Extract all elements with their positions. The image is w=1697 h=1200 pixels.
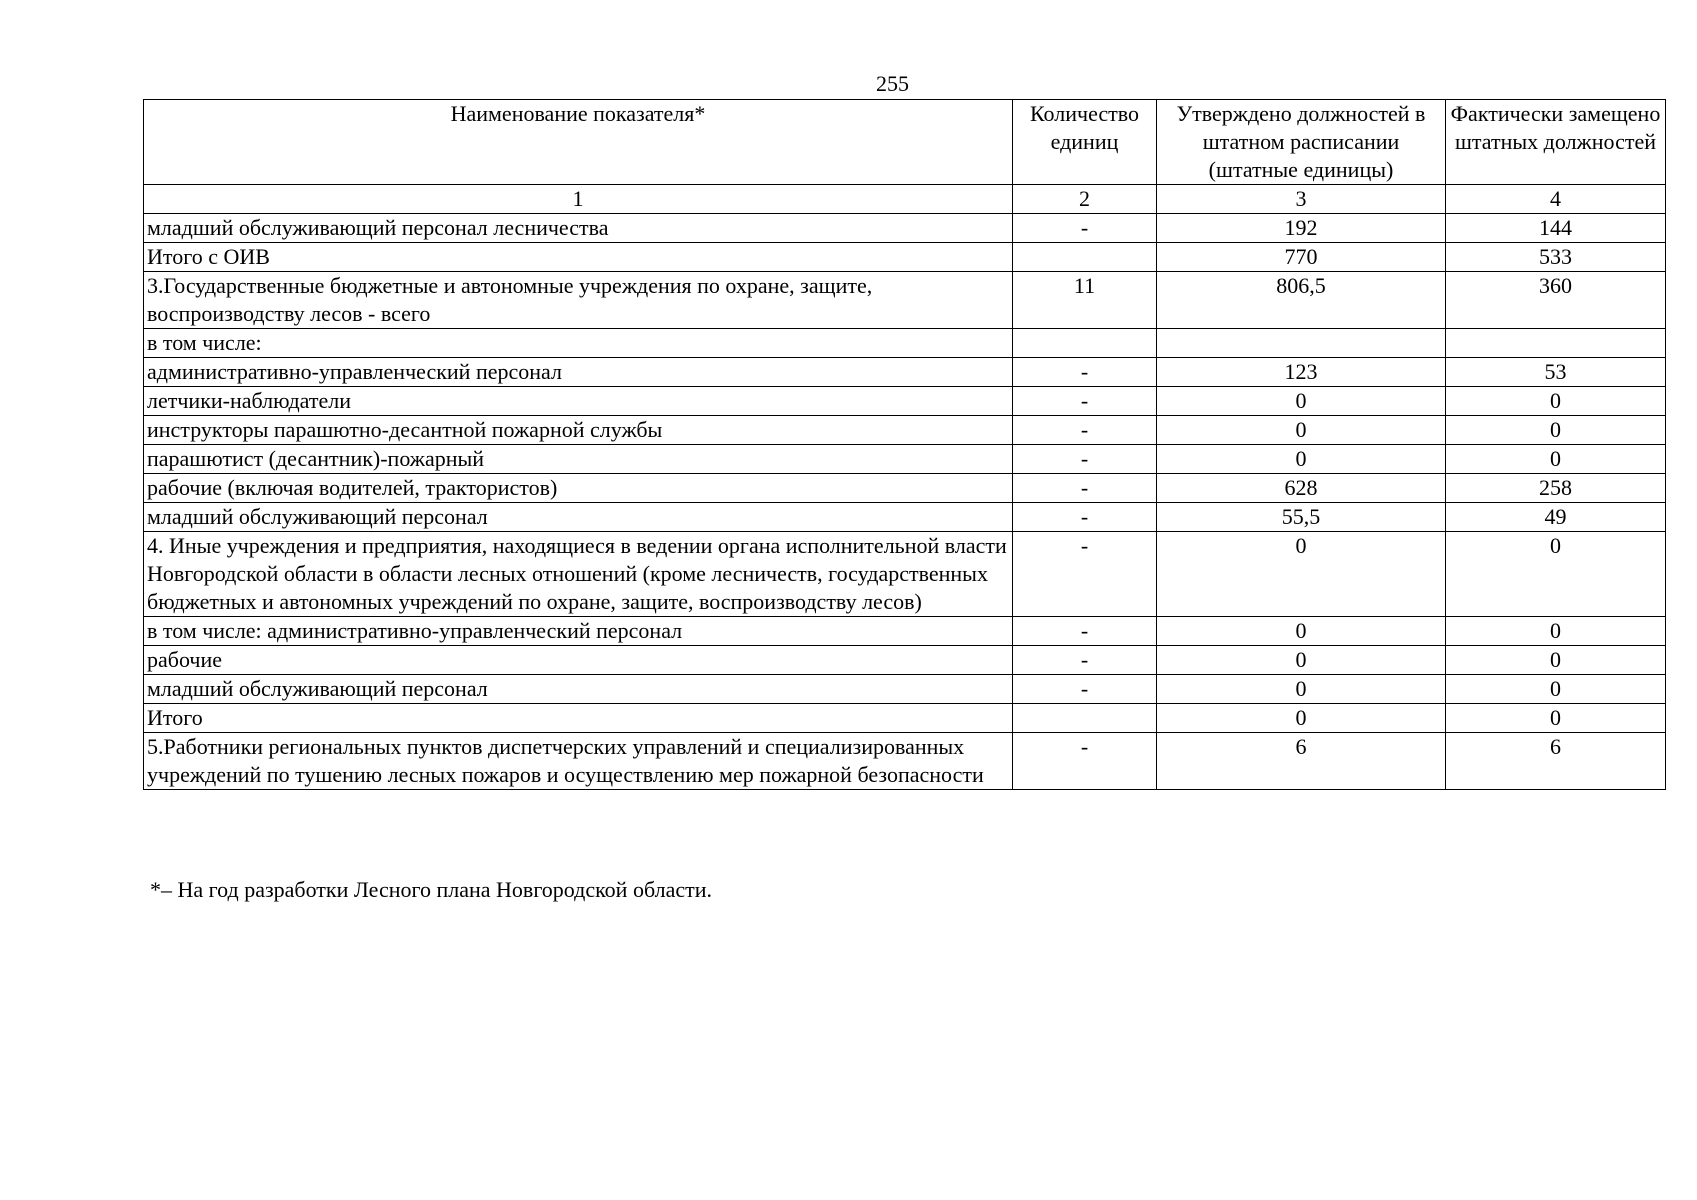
- table-row: [144, 358, 1666, 387]
- row-indicator-name: младший обслуживающий персонал лесничества: [144, 214, 1013, 243]
- row-indicator-name: рабочие: [144, 646, 1013, 675]
- row-unit-count: -: [1013, 387, 1157, 416]
- row-approved-positions: 55,5: [1157, 503, 1446, 532]
- row-actual-positions: [1446, 329, 1666, 358]
- column-number-row: [144, 185, 1666, 214]
- table-row: [144, 733, 1666, 790]
- table-row: [144, 503, 1666, 532]
- row-approved-positions: 0: [1157, 445, 1446, 474]
- header-unit-count: Количество единиц: [1013, 100, 1157, 185]
- table-row: [144, 646, 1666, 675]
- row-actual-positions: 144: [1446, 214, 1666, 243]
- row-unit-count: -: [1013, 646, 1157, 675]
- table-row: [144, 474, 1666, 503]
- staffing-table: [143, 99, 1666, 790]
- row-approved-positions: 123: [1157, 358, 1446, 387]
- row-approved-positions: [1157, 329, 1446, 358]
- table-header-row: [144, 100, 1666, 185]
- row-actual-positions: 360: [1446, 272, 1666, 329]
- footnote: *– На год разработки Лесного плана Новгородской области.: [150, 877, 712, 902]
- row-indicator-name: парашютист (десантник)-пожарный: [144, 445, 1013, 474]
- row-indicator-name: младший обслуживающий персонал: [144, 675, 1013, 704]
- row-approved-positions: 0: [1157, 646, 1446, 675]
- row-actual-positions: 49: [1446, 503, 1666, 532]
- table-body: [144, 214, 1666, 790]
- row-indicator-name: инструкторы парашютно-десантной пожарной службы: [144, 416, 1013, 445]
- table-row: [144, 416, 1666, 445]
- row-indicator-name: Итого с ОИВ: [144, 243, 1013, 272]
- table-row: [144, 387, 1666, 416]
- table-row: [144, 445, 1666, 474]
- header-actual-positions: Фактически замещено штатных должностей: [1446, 100, 1666, 185]
- row-actual-positions: 0: [1446, 646, 1666, 675]
- row-unit-count: -: [1013, 503, 1157, 532]
- row-actual-positions: 0: [1446, 532, 1666, 617]
- row-indicator-name: летчики-наблюдатели: [144, 387, 1013, 416]
- column-number: 4: [1446, 185, 1666, 214]
- row-indicator-name: административно-управленческий персонал: [144, 358, 1013, 387]
- row-approved-positions: 6: [1157, 733, 1446, 790]
- row-approved-positions: 628: [1157, 474, 1446, 503]
- row-actual-positions: 0: [1446, 617, 1666, 646]
- row-unit-count: -: [1013, 617, 1157, 646]
- column-number: 2: [1013, 185, 1157, 214]
- row-approved-positions: 192: [1157, 214, 1446, 243]
- row-actual-positions: 0: [1446, 387, 1666, 416]
- row-actual-positions: 6: [1446, 733, 1666, 790]
- row-indicator-name: в том числе:: [144, 329, 1013, 358]
- row-actual-positions: 0: [1446, 704, 1666, 733]
- row-actual-positions: 53: [1446, 358, 1666, 387]
- table-row: [144, 675, 1666, 704]
- row-approved-positions: 0: [1157, 675, 1446, 704]
- row-approved-positions: 806,5: [1157, 272, 1446, 329]
- row-indicator-name: рабочие (включая водителей, трактористов): [144, 474, 1013, 503]
- row-unit-count: -: [1013, 416, 1157, 445]
- row-actual-positions: 0: [1446, 445, 1666, 474]
- row-actual-positions: 0: [1446, 675, 1666, 704]
- table-row: [144, 617, 1666, 646]
- row-unit-count: -: [1013, 358, 1157, 387]
- header-indicator-name: Наименование показателя*: [144, 100, 1013, 185]
- row-indicator-name: 4. Иные учреждения и предприятия, находящиеся в ведении органа исполнительной власти Новгородской области в области лесных отношений (кроме лесничеств, государственных бюджетных и автономных учреждений по охране, защите, воспроизводству лесов): [144, 532, 1013, 617]
- column-number: 3: [1157, 185, 1446, 214]
- table-row: [144, 704, 1666, 733]
- row-indicator-name: Итого: [144, 704, 1013, 733]
- header-approved-positions: Утверждено должностей в штатном расписании (штатные единицы): [1157, 100, 1446, 185]
- row-unit-count: [1013, 243, 1157, 272]
- row-indicator-name: младший обслуживающий персонал: [144, 503, 1013, 532]
- table-row: [144, 214, 1666, 243]
- row-indicator-name: в том числе: административно-управленческий персонал: [144, 617, 1013, 646]
- row-approved-positions: 770: [1157, 243, 1446, 272]
- table-row: [144, 272, 1666, 329]
- row-indicator-name: 3.Государственные бюджетные и автономные учреждения по охране, защите, воспроизводству лесов - всего: [144, 272, 1013, 329]
- row-unit-count: -: [1013, 733, 1157, 790]
- row-approved-positions: 0: [1157, 416, 1446, 445]
- row-unit-count: 11: [1013, 272, 1157, 329]
- row-unit-count: -: [1013, 532, 1157, 617]
- page-number: 255: [876, 71, 909, 96]
- row-approved-positions: 0: [1157, 704, 1446, 733]
- row-unit-count: -: [1013, 445, 1157, 474]
- row-approved-positions: 0: [1157, 617, 1446, 646]
- row-actual-positions: 0: [1446, 416, 1666, 445]
- column-number: 1: [144, 185, 1013, 214]
- row-unit-count: -: [1013, 675, 1157, 704]
- row-unit-count: [1013, 329, 1157, 358]
- row-unit-count: [1013, 704, 1157, 733]
- row-approved-positions: 0: [1157, 532, 1446, 617]
- row-approved-positions: 0: [1157, 387, 1446, 416]
- table-row: [144, 532, 1666, 617]
- row-unit-count: -: [1013, 474, 1157, 503]
- row-unit-count: -: [1013, 214, 1157, 243]
- table-row: [144, 329, 1666, 358]
- row-actual-positions: 533: [1446, 243, 1666, 272]
- row-actual-positions: 258: [1446, 474, 1666, 503]
- table-row: [144, 243, 1666, 272]
- row-indicator-name: 5.Работники региональных пунктов диспетчерских управлений и специализированных учреждений по тушению лесных пожаров и осуществлению мер пожарной безопасности: [144, 733, 1013, 790]
